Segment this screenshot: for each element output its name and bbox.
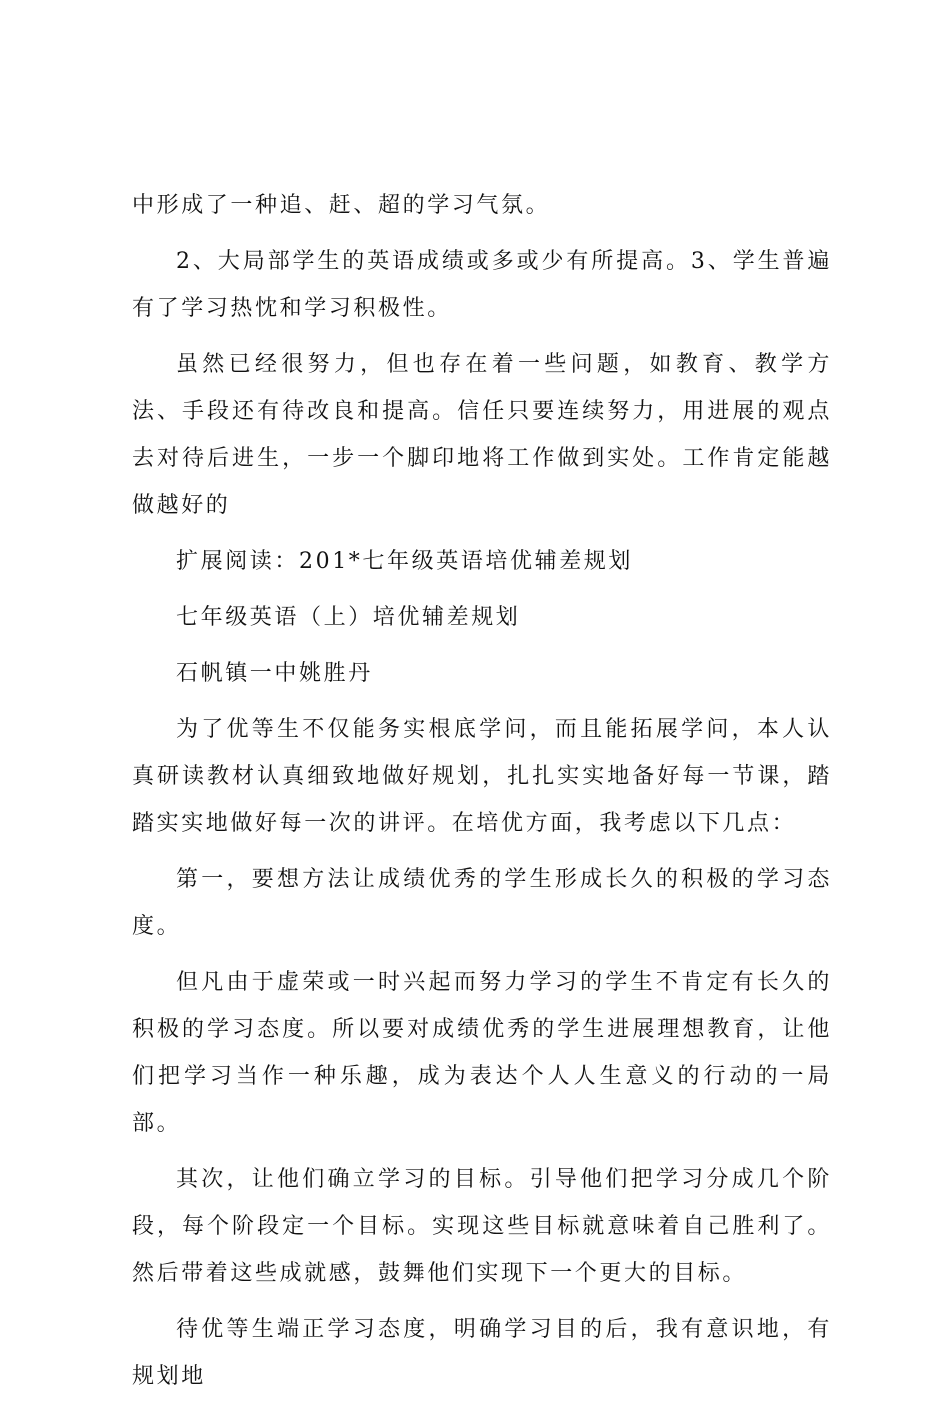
paragraph-first-point: 第一，要想方法让成绩优秀的学生形成长久的积极的学习态度。 bbox=[132, 867, 832, 939]
paragraph-continuation: 中形成了一种追、赶、超的学习气氛。 bbox=[132, 193, 551, 218]
plan-title: 七年级英语（上）培优辅差规划 bbox=[176, 605, 521, 630]
document-body bbox=[132, 182, 832, 1409]
paragraph-attitude: 但凡由于虚荣或一时兴起而努力学习的学生不肯定有长久的积极的学习态度。所以要对成绩优秀的学生进展理想教育，让他们把学习当作一种乐趣，成为表达个人人生意义的行动的一局部。 bbox=[132, 970, 832, 1136]
paragraph-intro: 为了优等生不仅能务实根底学问，而且能拓展学问，本人认真研读教材认真细致地做好规划，扎扎实实地备好每一节课，踏踏实实地做好每一次的讲评。在培优方面，我考虑以下几点： bbox=[132, 717, 832, 836]
extended-reading-heading: 扩展阅读：201*七年级英语培优辅差规划 bbox=[176, 549, 633, 574]
paragraph-closing: 待优等生端正学习态度，明确学习目的后，我有意识地，有规划地 bbox=[132, 1317, 832, 1389]
paragraph-results: 2、大局部学生的英语成绩或多或少有所提高。3、学生普遍有了学习热忱和学习积极性。 bbox=[132, 249, 832, 321]
author-line: 石帆镇一中姚胜丹 bbox=[176, 661, 373, 686]
paragraph-problems: 虽然已经很努力，但也存在着一些问题，如教育、教学方法、手段还有待改良和提高。信任只要连续努力，用进展的观点去对待后进生，一步一个脚印地将工作做到实处。工作肯定能越做越好的 bbox=[132, 352, 832, 518]
paragraph-second-point: 其次，让他们确立学习的目标。引导他们把学习分成几个阶段，每个阶段定一个目标。实现这些目标就意味着自己胜利了。然后带着这些成就感，鼓舞他们实现下一个更大的目标。 bbox=[132, 1167, 832, 1286]
